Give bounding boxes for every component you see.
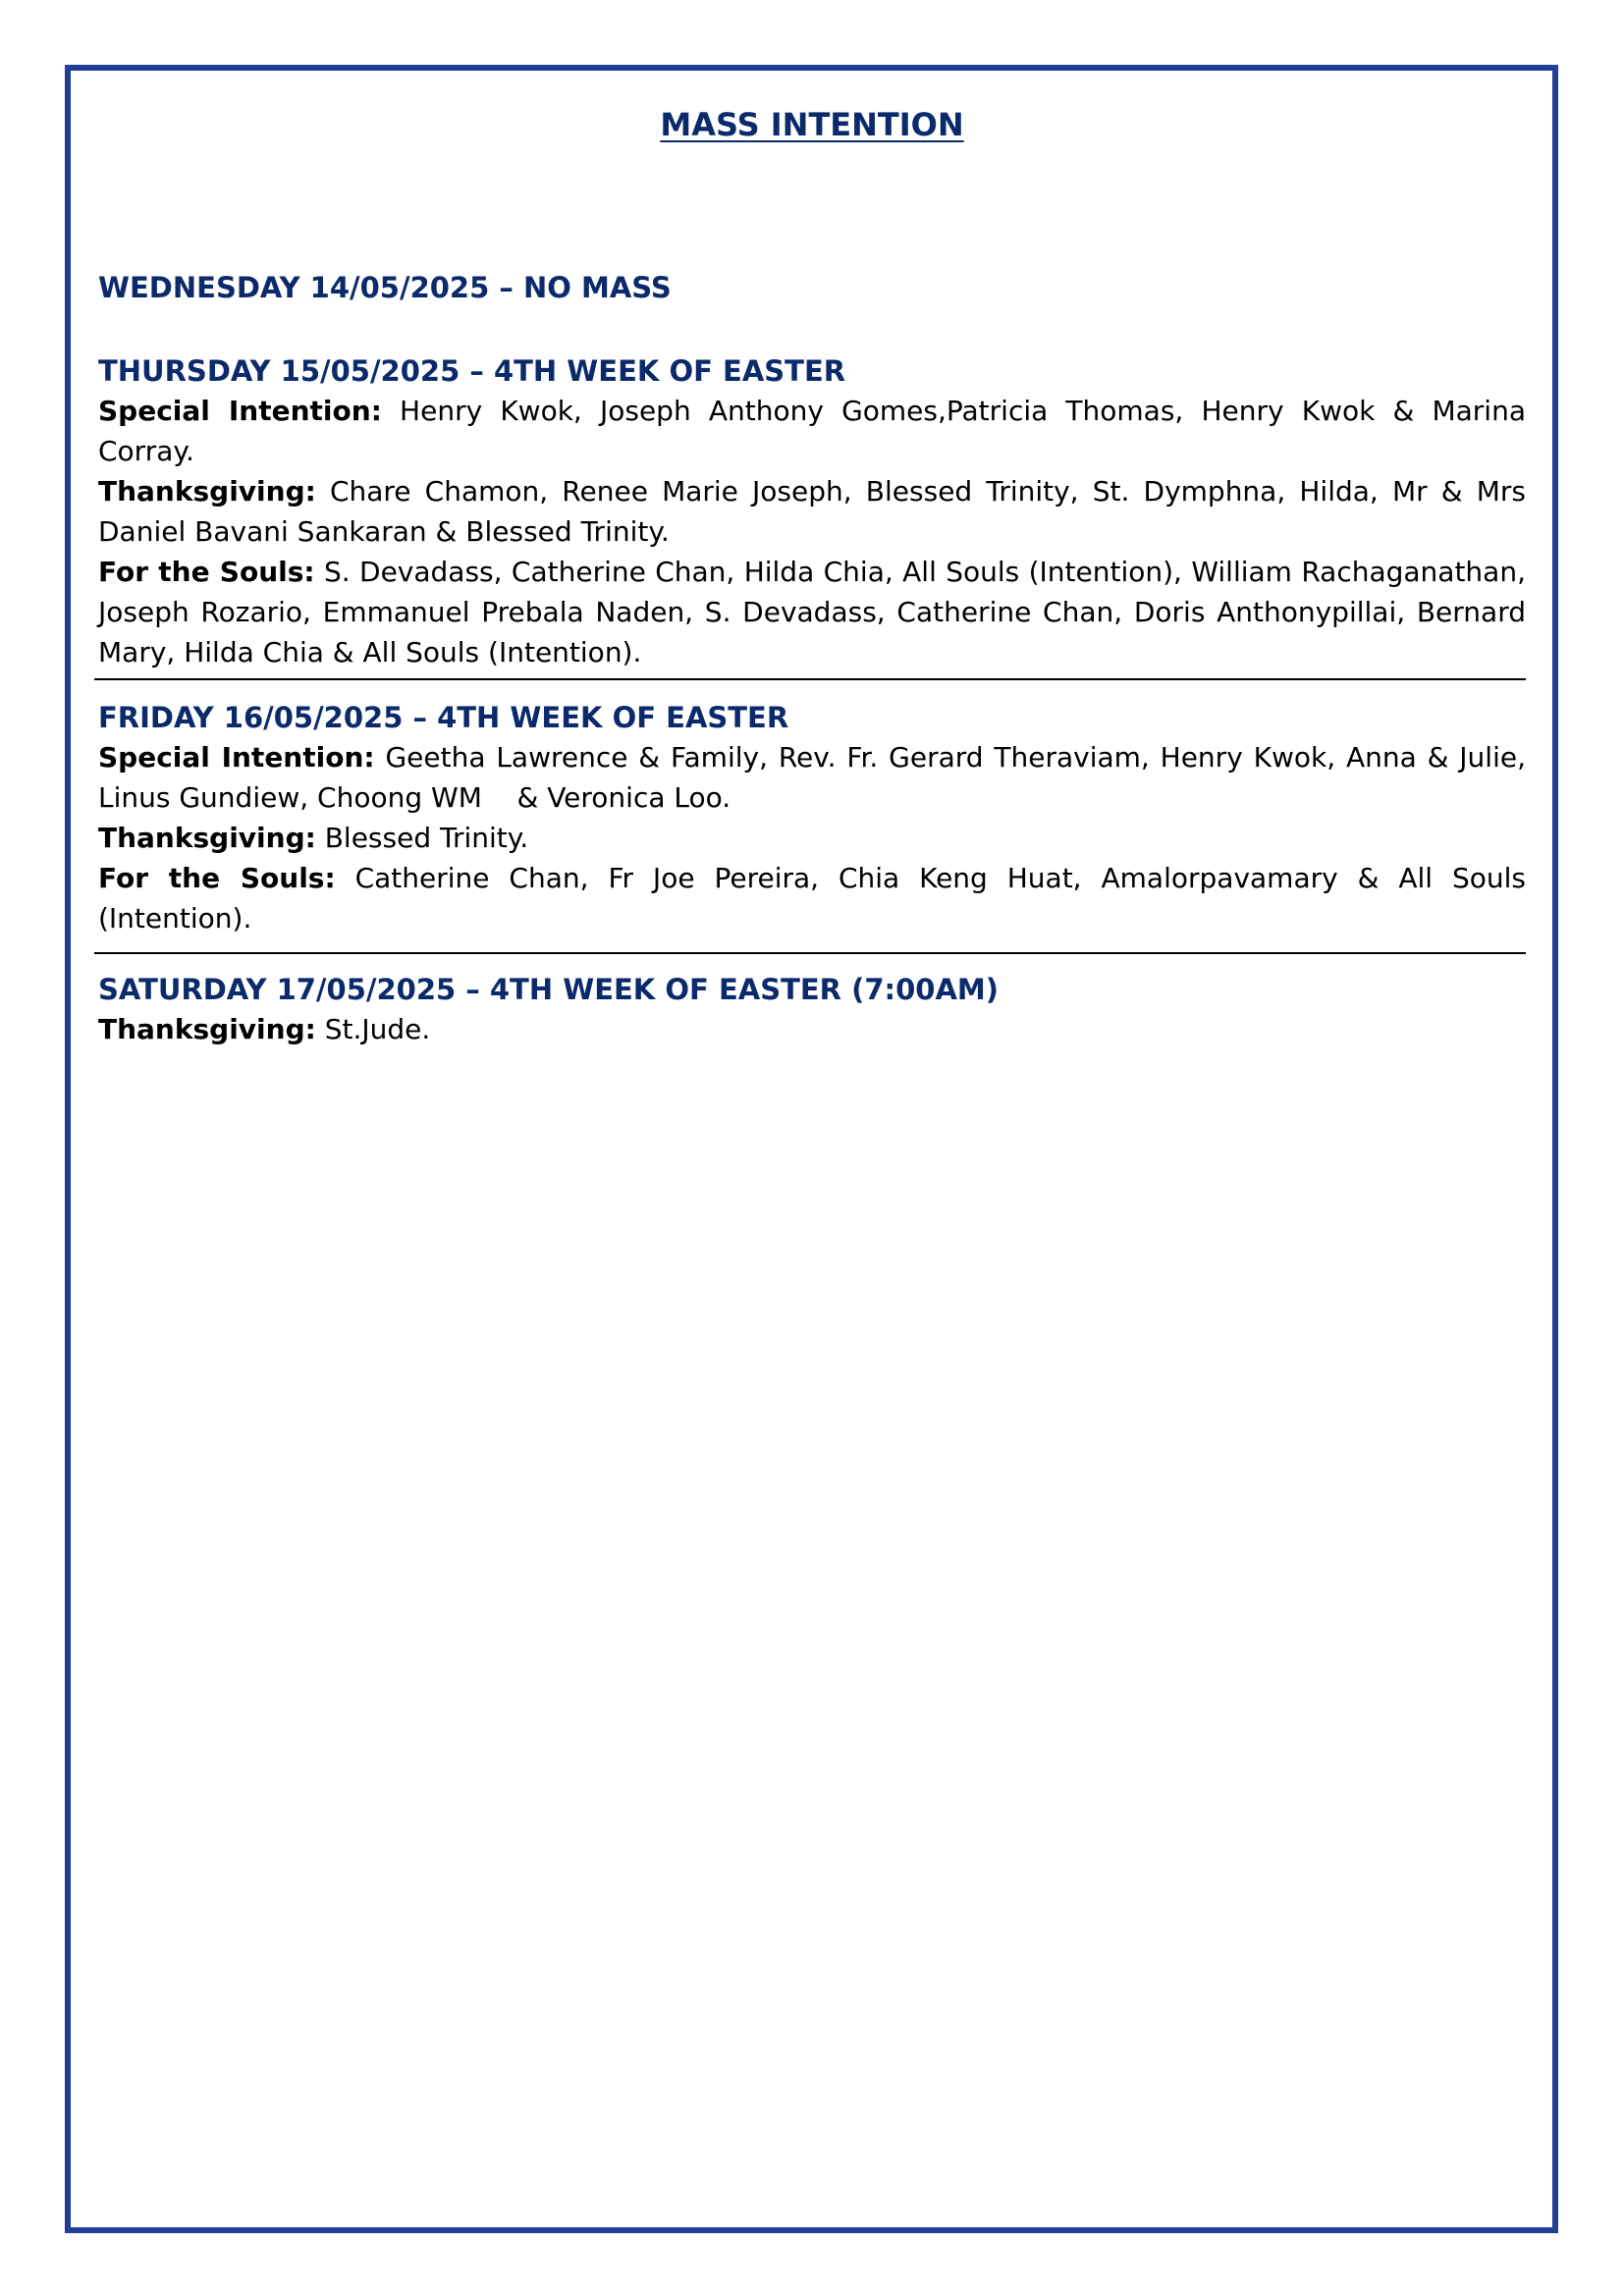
thanksgiving-text: Blessed Trinity.: [315, 822, 529, 854]
special-intention: [98, 391, 1526, 471]
for-the-souls-label: For the Souls:: [98, 862, 336, 894]
thanksgiving-label: Thanksgiving:: [98, 822, 316, 854]
thanksgiving: [98, 818, 1526, 858]
section-friday: [98, 698, 1535, 938]
special-intention-text: Henry Kwok, Joseph Anthony Gomes,Patricia Thomas, Henry Kwok & Marina Corray.: [98, 395, 1526, 467]
intention-list: [98, 268, 1535, 1049]
section-heading: WEDNESDAY 14/05/2025 – NO MASS: [98, 271, 672, 304]
thanksgiving-label: Thanksgiving:: [98, 1013, 316, 1045]
for-the-souls: [98, 858, 1526, 938]
section-heading: THURSDAY 15/05/2025 – 4TH WEEK OF EASTER: [98, 354, 846, 388]
for-the-souls: [98, 552, 1526, 672]
section-divider: [94, 952, 1526, 954]
special-intention-label: Special Intention:: [98, 395, 382, 427]
for-the-souls-text: Catherine Chan, Fr Joe Pereira, Chia Keng Huat, Amalorpavamary & All Souls (Intention).: [98, 862, 1526, 934]
for-the-souls-text: S. Devadass, Catherine Chan, Hilda Chia, All Souls (Intention), William Rachaganathan, Joseph Rozario, Emmanuel Prebala Naden, S. Devadass, Catherine Chan, Doris Anthonypillai, Bernard Mary, Hilda Chia & All Souls (Intention).: [98, 556, 1526, 668]
thanksgiving: [98, 1009, 1526, 1049]
special-intention-text: Geetha Lawrence & Family, Rev. Fr. Gerard Theraviam, Henry Kwok, Anna & Julie, Linus Gundiew, Choong WM & Veronica Loo.: [98, 741, 1535, 814]
page-title: MASS INTENTION: [660, 106, 964, 143]
section-heading: SATURDAY 17/05/2025 – 4TH WEEK OF EASTER (7:00AM): [98, 973, 1000, 1006]
for-the-souls-label: For the Souls:: [98, 556, 315, 588]
section-divider: [94, 678, 1526, 680]
section-wednesday: [98, 268, 1526, 307]
thanksgiving-text: St.Jude.: [315, 1013, 431, 1045]
thanksgiving-label: Thanksgiving:: [98, 475, 316, 507]
thanksgiving: [98, 471, 1526, 552]
thanksgiving-text: Chare Chamon, Renee Marie Joseph, Blessed Trinity, St. Dymphna, Hilda, Mr & Mrs Daniel Bavani Sankaran & Blessed Trinity.: [98, 475, 1526, 548]
special-intention: [98, 737, 1535, 818]
special-intention-label: Special Intention:: [98, 741, 375, 774]
section-thursday: [98, 351, 1526, 672]
section-heading: FRIDAY 16/05/2025 – 4TH WEEK OF EASTER: [98, 701, 789, 734]
section-saturday: [98, 970, 1526, 1049]
